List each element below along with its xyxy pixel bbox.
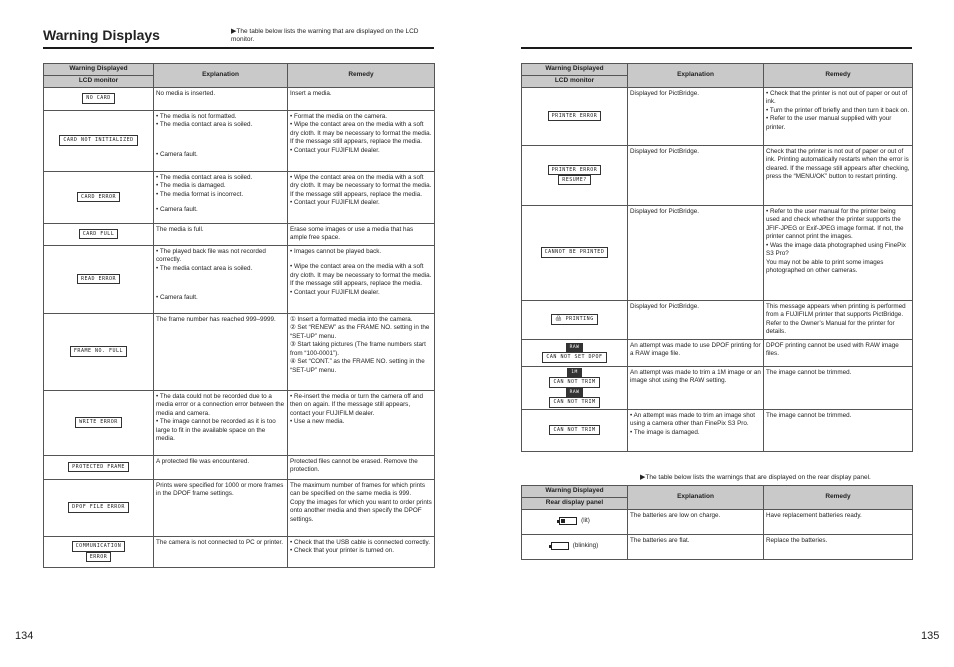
explanation-line	[156, 273, 285, 280]
lcd-message: CAN NOT TRIM	[549, 377, 599, 387]
remedy-cell	[764, 145, 913, 205]
explanation-line: • The media contact area is soiled.	[156, 173, 253, 181]
page-number-left: 134	[15, 630, 34, 642]
page-title: Warning Displays	[43, 27, 160, 43]
remedy-line: Erase some images or use a media that has ample free space.	[290, 225, 414, 242]
remedy-line: Check that the printer is not out of paper or out of ink. Printing automatically restarts when the error is cleared. If the message still appears after checking, press the “MENU/OK” button to restart printing.	[766, 147, 910, 181]
explanation-line: A protected file was encountered.	[156, 457, 250, 465]
remedy-cell	[764, 205, 913, 300]
remedy-cell	[288, 536, 435, 567]
lcd-message: 🖨 PRINTING	[551, 314, 597, 324]
lcd-message: FRAME NO. FULL	[70, 346, 127, 356]
lcd-message-cell	[522, 205, 628, 300]
remedy-line: • Wipe the contact area on the media with a soft dry cloth. It may be necessary to format the media. If the message still appears, replace the media.	[290, 121, 432, 146]
remedy-line: • Was the image data photographed using FinePix S3 Pro?	[766, 241, 906, 258]
lcd-message: DPOF FILE ERROR	[68, 502, 129, 512]
remedy-line: • Check that the USB cable is connected correctly.	[290, 538, 430, 546]
battery-empty-icon	[551, 542, 569, 550]
battery-flat-indicator: (blinking)	[522, 534, 628, 559]
explanation-cell	[628, 366, 764, 409]
explanation-cell	[154, 536, 288, 567]
explanation-line	[156, 137, 285, 144]
remedy-cell	[288, 455, 435, 479]
explanation-cell	[154, 245, 288, 313]
explanation-line: An attempt was made to use DPOF printing for a RAW image file.	[630, 341, 761, 358]
remedy-cell	[764, 339, 913, 366]
explanation-line: • The played back file was not recorded correctly.	[156, 247, 266, 264]
remedy-line: ② Set “RENEW” as the FRAME NO. setting in the “SET-UP” menu.	[290, 324, 430, 340]
lcd-message: CANNOT BE PRINTED	[541, 247, 609, 257]
lcd-message: PRINTER ERROR	[548, 111, 602, 121]
remedy-cell	[288, 313, 435, 390]
explanation-line: The media is full.	[156, 225, 204, 233]
explanation-line: The frame number has reached 999–9999.	[156, 315, 276, 323]
lcd-message-cell	[522, 366, 628, 409]
lcd-message-cell	[44, 223, 154, 245]
remedy-cell	[288, 171, 435, 223]
rear-panel-warning-table	[521, 485, 913, 560]
lcd-message: ERROR	[86, 552, 112, 562]
table-row	[44, 223, 435, 245]
table-row	[44, 455, 435, 479]
table-row	[522, 366, 913, 409]
lcd-warning-table-right	[521, 63, 913, 452]
remedy-line: ① Insert a formatted media into the camera.	[290, 315, 413, 323]
explanation-cell	[628, 87, 764, 145]
lcd-message-cell	[44, 87, 154, 110]
table-row	[44, 479, 435, 536]
lcd-message: PRINTER ERROR	[548, 165, 602, 175]
explanation-line: • The image cannot be recorded as it is too large to fit in the available space on the media.	[156, 418, 276, 443]
explanation-line	[156, 130, 285, 137]
remedy-cell	[764, 366, 913, 409]
explanation-cell	[628, 205, 764, 300]
explanation-cell	[628, 339, 764, 366]
lcd-message: CARD NOT INITIALIZED	[59, 135, 137, 145]
explanation-line: Displayed for PictBridge.	[630, 207, 699, 215]
lcd-warning-table-left	[43, 63, 435, 568]
explanation-line: • The media is not formatted.	[156, 112, 237, 120]
lcd-message: RESUME?	[558, 175, 591, 185]
header-lcd-monitor: LCD monitor	[522, 75, 628, 87]
explanation-cell	[154, 171, 288, 223]
lcd-message-cell	[522, 87, 628, 145]
remedy-cell: Replace the batteries.	[764, 534, 913, 559]
remedy-cell: Have replacement batteries ready.	[764, 509, 913, 534]
remedy-line: • Contact your FUJIFILM dealer.	[290, 288, 380, 296]
remedy-line: Insert a media.	[290, 89, 332, 97]
table-row	[522, 409, 913, 451]
lcd-message: WRITE ERROR	[75, 417, 122, 427]
explanation-line: • The media contact area is soiled.	[156, 264, 253, 272]
explanation-line: Displayed for PictBridge.	[630, 302, 699, 310]
lcd-message-cell	[44, 390, 154, 455]
remedy-cell	[764, 87, 913, 145]
remedy-cell	[764, 300, 913, 339]
table-row	[522, 339, 913, 366]
header-warning-displayed: Warning Displayed	[522, 486, 628, 498]
table-row	[522, 300, 913, 339]
explanation-cell: The batteries are low on charge.	[628, 509, 764, 534]
remedy-line: Copy the images for which you want to order prints onto another media and then specify the DPOF settings.	[290, 498, 432, 523]
lcd-message: RAW	[566, 388, 584, 398]
explanation-cell: The batteries are flat.	[628, 534, 764, 559]
table-row	[44, 313, 435, 390]
explanation-line: • The media format is incorrect.	[156, 190, 244, 198]
remedy-line: • Re-insert the media or turn the camera off and then on again. If the message still appears, contact your FUJIFILM dealer.	[290, 392, 423, 417]
table-row	[522, 205, 913, 300]
explanation-cell	[154, 313, 288, 390]
explanation-line: • An attempt was made to trim an image shot using a camera other than FinePix S3 Pro.	[630, 411, 756, 427]
table-row	[44, 390, 435, 455]
explanation-line: The camera is not connected to PC or printer.	[156, 538, 284, 546]
explanation-line	[156, 144, 285, 151]
lcd-message: PROTECTED FRAME	[68, 462, 129, 472]
remedy-line: ④ Set “CONT.” as the FRAME NO. setting in the “SET-UP” menu.	[290, 358, 425, 374]
table-row	[44, 87, 435, 110]
remedy-cell	[288, 110, 435, 171]
remedy-line: • Check that the printer is not out of paper or out of ink.	[766, 89, 908, 106]
lcd-message: NO CARD	[82, 93, 115, 103]
remedy-line: • Wipe the contact area on the media with a soft dry cloth. It may be necessary to format the media. If the message still appears, replace the media.	[290, 173, 432, 198]
lcd-message-cell	[522, 339, 628, 366]
header-rear-display-panel: Rear display panel	[522, 497, 628, 509]
explanation-line: Displayed for PictBridge.	[630, 89, 699, 97]
header-remedy: Remedy	[764, 486, 913, 510]
remedy-cell	[288, 390, 435, 455]
remedy-line: • Format the media on the camera.	[290, 112, 388, 120]
battery-low-indicator: (lit)	[522, 509, 628, 534]
remedy-cell	[288, 87, 435, 110]
header-warning-displayed: Warning Displayed	[44, 64, 154, 76]
explanation-line: Prints were specified for 1000 or more frames in the DPOF frame settings.	[156, 481, 284, 498]
remedy-cell	[288, 223, 435, 245]
remedy-line: • Turn the printer off briefly and then turn it back on.	[766, 106, 910, 114]
explanation-line: • The image is damaged.	[630, 428, 700, 436]
explanation-line: • The media contact area is soiled.	[156, 121, 253, 129]
header-lcd-monitor: LCD monitor	[44, 75, 154, 87]
remedy-line: ③ Start taking pictures (The frame numbers start from “100-0001”).	[290, 341, 426, 357]
explanation-line	[156, 280, 285, 287]
explanation-cell	[154, 479, 288, 536]
remedy-line: The image cannot be trimmed.	[766, 411, 852, 419]
explanation-cell	[154, 110, 288, 171]
remedy-line: Protected files cannot be erased. Remove the protection.	[290, 457, 418, 474]
remedy-line: • Images cannot be played back.	[290, 247, 382, 255]
remedy-line: You may not be able to print some images photographed on other cameras.	[766, 258, 884, 275]
explanation-cell	[154, 455, 288, 479]
table-row	[522, 145, 913, 205]
explanation-line: • The data could not be recorded due to a media error or a connection error between the media and camera.	[156, 392, 285, 417]
header-remedy: Remedy	[764, 64, 913, 88]
explanation-line: • Camera fault.	[156, 294, 198, 302]
lcd-message: CAN NOT TRIM	[549, 425, 599, 435]
lcd-message-cell	[522, 145, 628, 205]
remedy-line: • Refer to the user manual supplied with your printer.	[766, 115, 892, 131]
lcd-message-cell	[522, 409, 628, 451]
lcd-message: 1M	[567, 368, 582, 378]
remedy-line: This message appears when printing is performed from a FUJIFILM printer that supports PictBridge. Refer to the Owner’s Manual for the printer for details.	[766, 302, 906, 336]
explanation-line	[156, 199, 285, 206]
lcd-message: READ ERROR	[77, 274, 120, 284]
explanation-cell	[628, 409, 764, 451]
lcd-message-cell	[44, 479, 154, 536]
lcd-message-cell	[522, 300, 628, 339]
explanation-cell	[154, 87, 288, 110]
header-explanation: Explanation	[154, 64, 288, 88]
remedy-cell	[764, 409, 913, 451]
left-top-rule	[43, 47, 434, 49]
remedy-line: • Contact your FUJIFILM dealer.	[290, 199, 380, 207]
page-number-right: 135	[921, 630, 940, 642]
remedy-line: • Use a new media.	[290, 418, 345, 426]
remedy-line	[290, 256, 432, 263]
explanation-line: An attempt was made to trim a 1M image or an image shot using the RAW setting.	[630, 368, 761, 385]
explanation-line: • Camera fault.	[156, 206, 198, 214]
lcd-message-cell	[44, 110, 154, 171]
explanation-cell	[154, 390, 288, 455]
table-row	[522, 87, 913, 145]
remedy-cell	[288, 479, 435, 536]
table-row	[44, 536, 435, 567]
lcd-message-cell	[44, 313, 154, 390]
remedy-line: The image cannot be trimmed.	[766, 368, 852, 376]
explanation-line: No media is inserted.	[156, 89, 216, 97]
lcd-message: RAW	[566, 343, 584, 353]
remedy-line: • Check that your printer is turned on.	[290, 547, 395, 555]
battery-low-icon	[559, 517, 577, 525]
lcd-message: CAN NOT SET DPOF	[542, 352, 606, 362]
remedy-line: • Contact your FUJIFILM dealer.	[290, 146, 380, 154]
explanation-cell	[154, 223, 288, 245]
explanation-line: • Camera fault.	[156, 150, 198, 158]
remedy-line: • Wipe the contact area on the media with a soft dry cloth. It may be necessary to format the media. If the message still appears, replace the media.	[290, 263, 432, 288]
lcd-message: COMMUNICATION	[72, 541, 126, 551]
explanation-cell	[628, 300, 764, 339]
remedy-line: DPOF printing cannot be used with RAW image files.	[766, 341, 899, 358]
explanation-line: • The media is damaged.	[156, 182, 226, 190]
lcd-message-cell	[44, 536, 154, 567]
explanation-cell	[628, 145, 764, 205]
header-warning-displayed: Warning Displayed	[522, 64, 628, 76]
table-row	[44, 171, 435, 223]
remedy-line: The maximum number of frames for which prints can be specified on the same media is 999.	[290, 481, 426, 498]
explanation-line: Displayed for PictBridge.	[630, 147, 699, 155]
lcd-message: CAN NOT TRIM	[549, 397, 599, 407]
lcd-message: CARD FULL	[79, 229, 119, 239]
table-row	[44, 245, 435, 313]
lcd-message-cell	[44, 171, 154, 223]
right-table-note: ▶The table below lists the warnings that are displayed on the rear display panel.	[640, 474, 871, 481]
remedy-line: • Refer to the user manual for the printer being used and check whether the printer supports the JFIF-JPEG or Exif-JPEG image format. If not, the printer cannot print the images.	[766, 207, 904, 241]
explanation-line	[156, 287, 285, 294]
remedy-cell	[288, 245, 435, 313]
lcd-message: CARD ERROR	[77, 192, 120, 202]
header-remedy: Remedy	[288, 64, 435, 88]
header-explanation: Explanation	[628, 486, 764, 510]
right-top-rule	[521, 47, 912, 49]
table-row	[44, 110, 435, 171]
lcd-message-cell	[44, 455, 154, 479]
lcd-message-cell	[44, 245, 154, 313]
header-explanation: Explanation	[628, 64, 764, 88]
left-table-note: ▶The table below lists the warning that are displayed on the LCD monitor.	[231, 28, 419, 44]
